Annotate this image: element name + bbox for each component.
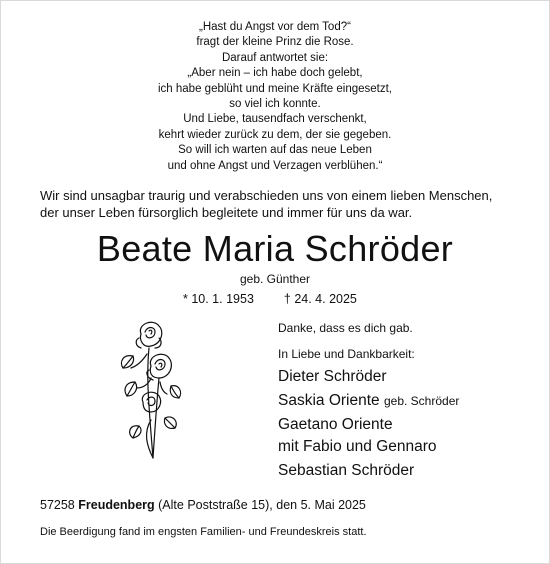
mourners-block (278, 320, 538, 482)
born-name: geb. Günther (239, 272, 311, 286)
deceased-name: Beate Maria Schröder (96, 228, 454, 269)
zip-code: 57258 (40, 498, 75, 512)
with-love-line: In Liebe und Dankbarkeit: (278, 347, 415, 361)
mourner-name-text: Gaetano Oriente (278, 416, 393, 433)
intro-line: Wir sind unsagbar traurig und verabschieden uns von einem lieben Menschen, (40, 188, 493, 203)
death-date: † 24. 4. 2025 (283, 292, 357, 306)
thanks-line: Danke, dass es dich gab. (278, 321, 413, 335)
mourner-name-text: Dieter Schröder (278, 368, 387, 385)
address-date: (Alte Poststraße 15), den 5. Mai 2025 (158, 498, 366, 512)
poem-line: Darauf antwortet sie: (221, 51, 329, 64)
mourner-name-text: Saskia Oriente (278, 392, 380, 409)
poem-line: fragt der kleine Prinz die Rose. (196, 36, 354, 49)
mourner-name-text: Sebastian Schröder (278, 462, 415, 479)
birth-date: * 10. 1. 1953 (183, 292, 254, 306)
mourner-name (278, 390, 538, 412)
intro-line: der unser Leben fürsorglich begleitete und immer für uns da war. (40, 205, 413, 220)
poem-line: „Hast du Angst vor dem Tod?“ (199, 21, 351, 33)
mourner-name (278, 414, 538, 436)
mourner-name (278, 460, 538, 482)
mourner-note: geb. Schröder (383, 394, 460, 408)
mourner-name-text: mit Fabio und Gennaro (278, 438, 437, 455)
life-dates (183, 292, 357, 306)
poem-line: und ohne Angst und Verzagen verblühen.“ (167, 159, 383, 172)
mourner-name (278, 436, 538, 458)
poem-line: So will ich warten auf das neue Leben (178, 144, 372, 157)
poem-line: „Aber nein – ich habe doch gelebt, (187, 67, 363, 80)
mourner-name (278, 366, 538, 388)
poem-line: Und Liebe, tausendfach verschenkt, (183, 113, 367, 126)
city-name: Freudenberg (78, 498, 155, 512)
intro-text (40, 187, 520, 221)
place-date-line (40, 498, 366, 512)
funeral-note: Die Beerdigung fand im engsten Familien- und Freundeskreis statt. (40, 526, 367, 538)
rose-icon (113, 318, 185, 460)
poem (0, 20, 550, 174)
poem-line: so viel ich konnte. (229, 98, 321, 111)
poem-line: kehrt wieder zurück zu dem, der sie gegeben. (158, 128, 392, 141)
poem-line: ich habe geblüht und meine Kräfte eingesetzt, (158, 82, 392, 95)
